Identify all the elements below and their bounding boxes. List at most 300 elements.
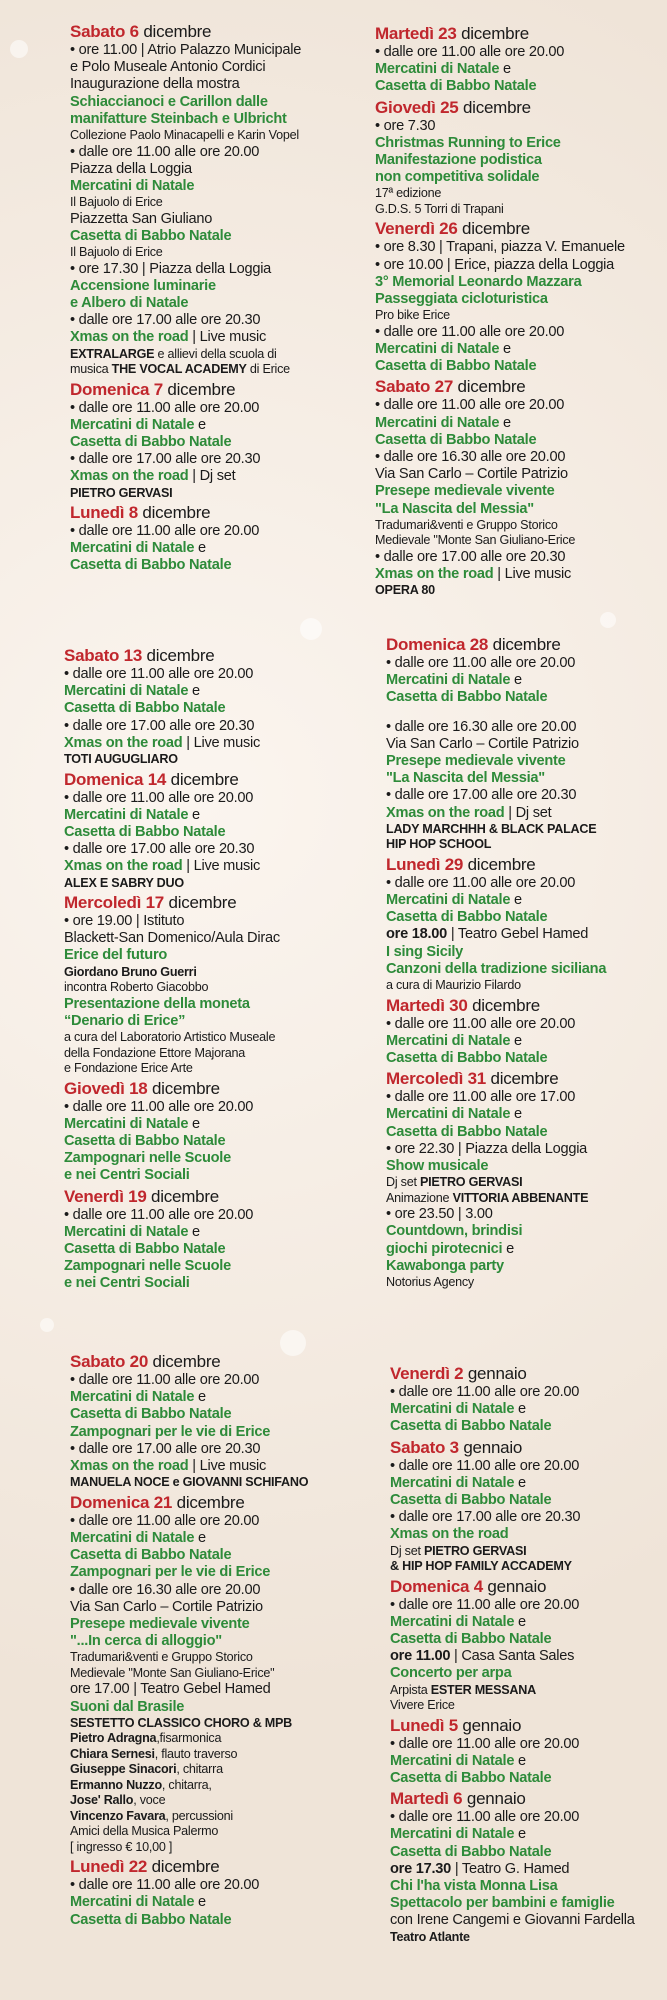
event-title: Zampognari nelle Scuole bbox=[64, 1258, 231, 1275]
month-label: dicembre bbox=[467, 854, 536, 874]
event-text: Via San Carlo – Cortile Patrizio bbox=[386, 735, 579, 752]
event-text: • dalle ore 11.00 alle ore 20.00 bbox=[386, 874, 576, 891]
event-title: Casetta di Babbo Natale bbox=[390, 1631, 552, 1648]
day-heading bbox=[64, 1187, 280, 1207]
event-title: Casetta di Babbo Natale bbox=[70, 1911, 232, 1928]
event-title: Zampognari per le vie di Erice bbox=[70, 1423, 271, 1440]
event-title: Mercatini di Natale bbox=[64, 683, 189, 700]
event-text: | Live music bbox=[182, 734, 261, 751]
event-title: 3° Memorial Leonardo Mazzara bbox=[375, 273, 582, 290]
event-text: Inaugurazione della mostra bbox=[70, 76, 240, 93]
event-title: Casetta di Babbo Natale bbox=[386, 689, 548, 706]
month-label: dicembre bbox=[142, 503, 211, 523]
event-title-line bbox=[64, 1224, 280, 1241]
event-title: Zampognari nelle Scuole bbox=[64, 1150, 231, 1167]
month-label: dicembre bbox=[146, 646, 215, 665]
event-title: Casetta di Babbo Natale bbox=[70, 557, 232, 574]
event-text: • dalle ore 17.00 alle ore 20.30 bbox=[64, 717, 255, 734]
event-title: Concerto per arpa bbox=[390, 1665, 512, 1682]
month-label: dicembre bbox=[492, 635, 561, 654]
performer-line bbox=[70, 1747, 308, 1763]
event-title: Casetta di Babbo Natale bbox=[70, 1406, 232, 1423]
schedule-block-dec-28-31 bbox=[386, 633, 606, 1290]
event-title: Manifestazione podistica bbox=[375, 152, 542, 169]
day-heading bbox=[70, 1352, 308, 1372]
event-text: e bbox=[194, 1389, 206, 1406]
performer-name: PIETRO GERVASI bbox=[423, 1543, 527, 1558]
event-title: Mercatini di Natale bbox=[386, 892, 511, 909]
event-title-line bbox=[70, 468, 301, 485]
event-text: • ore 11.00 | Atrio Palazzo Municipale bbox=[70, 42, 302, 58]
event-note: a cura del Laboratorio Artistico Museale bbox=[64, 1030, 276, 1045]
performer-role: , percussioni bbox=[165, 1808, 233, 1823]
event-text: e bbox=[499, 61, 511, 78]
event-title: Mercatini di Natale bbox=[64, 806, 189, 823]
event-title: Casetta di Babbo Natale bbox=[390, 1492, 552, 1509]
event-text: Blackett-San Domenico/Aula Dirac bbox=[64, 930, 280, 947]
day-label: Lunedì 8 bbox=[70, 503, 138, 523]
performer-line bbox=[70, 1731, 308, 1747]
bokeh-decoration bbox=[10, 40, 28, 58]
event-title-line bbox=[390, 1826, 635, 1843]
day-label: Domenica 28 bbox=[386, 635, 489, 654]
event-title-line bbox=[70, 1530, 308, 1547]
event-text: • dalle ore 11.00 alle ore 20.00 bbox=[70, 1372, 260, 1388]
event-title-line bbox=[70, 1389, 308, 1406]
event-text: • dalle ore 11.00 alle ore 20.00 bbox=[386, 1015, 576, 1032]
event-title: Mercatini di Natale bbox=[70, 1894, 195, 1911]
event-text: e bbox=[514, 1752, 526, 1769]
event-title: Mercatini di Natale bbox=[390, 1752, 515, 1769]
day-heading bbox=[70, 503, 301, 523]
performer-name: PIETRO GERVASI bbox=[70, 485, 173, 500]
day-heading bbox=[390, 1364, 635, 1384]
event-title: Chi l'ha vista Monna Lisa bbox=[390, 1878, 558, 1895]
performer-line bbox=[390, 1683, 635, 1699]
event-title-line bbox=[390, 1401, 635, 1418]
day-label: Lunedì 29 bbox=[386, 854, 464, 874]
performer-name: ALEX E SABRY DUO bbox=[64, 875, 184, 890]
month-label: dicembre bbox=[490, 1069, 559, 1089]
day-label: Domenica 21 bbox=[70, 1492, 173, 1512]
bokeh-decoration bbox=[300, 618, 322, 640]
day-heading bbox=[390, 1577, 635, 1597]
event-note: Pro bike Erice bbox=[375, 308, 450, 323]
month-label: dicembre bbox=[143, 22, 212, 41]
performer-role: Dj set bbox=[390, 1543, 424, 1558]
event-title-line bbox=[70, 329, 301, 346]
performer-name: TOTI AUGUGLIARO bbox=[64, 752, 178, 767]
event-title: Accensione luminarie bbox=[70, 277, 216, 294]
event-title: Spettacolo per bambini e famiglie bbox=[390, 1895, 615, 1912]
event-text: • ore 17.30 | Piazza della Loggia bbox=[70, 260, 272, 277]
event-title-line bbox=[70, 1894, 308, 1911]
performer-role: e allievi della scuola di bbox=[154, 346, 277, 361]
performer-name: Jose' Rallo bbox=[70, 1793, 134, 1808]
event-title: Suoni dal Brasile bbox=[70, 1698, 185, 1715]
event-text: con Irene Cangemi e Giovanni Fardella bbox=[390, 1912, 635, 1929]
performer-name: SESTETTO CLASSICO CHORO & MPB bbox=[70, 1715, 293, 1730]
event-text: • dalle ore 11.00 alle ore 20.00 bbox=[390, 1735, 580, 1752]
performer-line bbox=[70, 347, 301, 363]
event-text: • ore 10.00 | Erice, piazza della Loggia bbox=[375, 256, 615, 273]
month-label: gennaio bbox=[462, 1715, 522, 1735]
event-note: e Fondazione Erice Arte bbox=[64, 1061, 193, 1076]
event-text: • dalle ore 11.00 alle ore 20.00 bbox=[375, 44, 565, 60]
day-heading bbox=[64, 893, 280, 913]
day-heading bbox=[375, 377, 625, 397]
event-text: • ore 23.50 | 3.00 bbox=[386, 1206, 493, 1223]
event-note: G.D.S. 5 Torri di Trapani bbox=[375, 201, 504, 216]
event-text: • ore 19.00 | Istituto bbox=[64, 913, 185, 930]
event-text: Piazzetta San Giuliano bbox=[70, 210, 213, 227]
event-title: Casetta di Babbo Natale bbox=[64, 823, 226, 840]
event-title: Mercatini di Natale bbox=[70, 1389, 195, 1406]
performer-role: Animazione bbox=[386, 1190, 453, 1205]
day-label: Venerdì 19 bbox=[64, 1186, 147, 1206]
bokeh-decoration bbox=[40, 1318, 54, 1332]
event-text: e bbox=[188, 683, 200, 700]
performer-line bbox=[70, 1809, 308, 1825]
month-label: dicembre bbox=[167, 379, 236, 399]
event-title-line bbox=[70, 1458, 308, 1475]
month-label: dicembre bbox=[168, 893, 237, 913]
performer-line bbox=[386, 1175, 606, 1191]
event-title: Mercatini di Natale bbox=[70, 177, 195, 194]
event-note: Tradumari&venti e Gruppo Storico bbox=[70, 1650, 253, 1665]
performer-role: , flauto traverso bbox=[154, 1746, 238, 1761]
day-label: Sabato 27 bbox=[375, 377, 454, 397]
event-text: • dalle ore 11.00 alle ore 20.00 bbox=[64, 1206, 254, 1223]
event-text: • dalle ore 11.00 alle ore 20.00 bbox=[390, 1384, 580, 1400]
day-heading bbox=[64, 1079, 280, 1099]
event-note: a cura di Maurizio Filardo bbox=[386, 978, 521, 993]
event-text: • dalle ore 17.00 alle ore 20.30 bbox=[390, 1509, 581, 1526]
event-title: Casetta di Babbo Natale bbox=[386, 1049, 548, 1066]
day-label: Sabato 13 bbox=[64, 646, 143, 665]
event-text: e bbox=[514, 1613, 526, 1630]
event-text: Via San Carlo – Cortile Patrizio bbox=[70, 1598, 263, 1615]
event-title-line bbox=[386, 672, 606, 689]
event-text: • dalle ore 17.00 alle ore 20.30 bbox=[64, 841, 255, 858]
event-title: Casetta di Babbo Natale bbox=[64, 700, 226, 717]
event-title: Casetta di Babbo Natale bbox=[375, 358, 537, 375]
event-title: Mercatini di Natale bbox=[375, 61, 500, 78]
event-title: Kawabonga party bbox=[386, 1257, 504, 1274]
event-title: “Denario di Erice” bbox=[64, 1012, 186, 1029]
event-text: • dalle ore 17.00 alle ore 20.30 bbox=[375, 548, 566, 565]
event-text: • dalle ore 17.00 alle ore 20.30 bbox=[70, 451, 261, 468]
event-text: • dalle ore 11.00 alle ore 20.00 bbox=[70, 1877, 260, 1894]
event-text: e bbox=[499, 414, 511, 431]
event-text: e bbox=[514, 1474, 526, 1491]
event-note: Amici della Musica Palermo bbox=[70, 1824, 219, 1839]
performer-role: ,fisarmonica bbox=[156, 1731, 222, 1746]
performer-line bbox=[390, 1544, 635, 1560]
event-text: • dalle ore 11.00 alle ore 17.00 bbox=[386, 1089, 576, 1106]
event-title: Presepe medievale vivente bbox=[386, 753, 566, 770]
event-title: e nei Centri Sociali bbox=[64, 1167, 190, 1184]
day-heading bbox=[375, 24, 625, 44]
performer-name: Chiara Sernesi bbox=[70, 1746, 155, 1761]
day-label: Sabato 20 bbox=[70, 1352, 149, 1371]
day-heading bbox=[386, 635, 606, 655]
event-text: e bbox=[510, 1106, 522, 1123]
event-title: Mercatini di Natale bbox=[375, 340, 500, 357]
performer-name: Vincenzo Favara bbox=[70, 1808, 166, 1823]
event-text: • ore 7.30 bbox=[375, 117, 436, 134]
event-note: Notorius Agency bbox=[386, 1274, 474, 1289]
event-note: Collezione Paolo Minacapelli e Karin Vopel bbox=[70, 128, 299, 143]
performer-role: musica bbox=[70, 362, 112, 377]
time-line bbox=[390, 1648, 635, 1665]
event-title: Casetta di Babbo Natale bbox=[70, 433, 232, 450]
event-title: Casetta di Babbo Natale bbox=[375, 431, 537, 448]
event-text: • dalle ore 16.30 alle ore 20.00 bbox=[375, 448, 566, 465]
event-title: Mercatini di Natale bbox=[390, 1613, 515, 1630]
event-text: e bbox=[499, 340, 511, 357]
event-text: • dalle ore 11.00 alle ore 20.00 bbox=[64, 666, 254, 682]
performer-name: Giuseppe Sinacori bbox=[70, 1762, 177, 1777]
event-text: • dalle ore 11.00 alle ore 20.00 bbox=[70, 1512, 260, 1529]
day-label: Sabato 3 bbox=[390, 1437, 459, 1457]
event-text: | Live music bbox=[182, 858, 261, 875]
month-label: gennaio bbox=[487, 1576, 547, 1596]
day-label: Venerdì 2 bbox=[390, 1364, 464, 1383]
event-text: • ore 8.30 | Trapani, piazza V. Emanuele bbox=[375, 239, 625, 256]
event-text: • dalle ore 11.00 alle ore 20.00 bbox=[386, 655, 576, 671]
event-text: • dalle ore 11.00 alle ore 20.00 bbox=[390, 1457, 580, 1474]
event-title: Christmas Running to Erice bbox=[375, 134, 561, 151]
event-title-line bbox=[390, 1753, 635, 1770]
performer-role: , voce bbox=[133, 1793, 166, 1808]
performer-role: , chitarra, bbox=[161, 1777, 212, 1792]
event-text: e bbox=[510, 1032, 522, 1049]
performer-name: ESTER MESSANA bbox=[430, 1682, 536, 1697]
event-title: Xmas on the road bbox=[70, 468, 189, 485]
performer-name: Pietro Adragna bbox=[70, 1731, 157, 1746]
day-label: Mercoledì 17 bbox=[64, 893, 164, 913]
event-title-line bbox=[386, 1106, 606, 1123]
month-label: gennaio bbox=[467, 1364, 527, 1383]
event-text: • ore 22.30 | Piazza della Loggia bbox=[386, 1140, 588, 1157]
event-title: Presepe medievale vivente bbox=[70, 1615, 250, 1632]
event-title-line bbox=[64, 1116, 280, 1133]
event-title: Casetta di Babbo Natale bbox=[390, 1418, 552, 1435]
event-title: Casetta di Babbo Natale bbox=[70, 227, 232, 244]
event-title-line bbox=[375, 415, 625, 432]
event-title-line bbox=[375, 61, 625, 78]
schedule-block-dec-13-19 bbox=[64, 644, 280, 1293]
event-text: • dalle ore 17.00 alle ore 20.30 bbox=[70, 312, 261, 329]
performer-line bbox=[386, 1191, 606, 1207]
day-heading bbox=[390, 1789, 635, 1809]
event-title: Xmas on the road bbox=[386, 804, 505, 821]
event-time: ore 17.30 bbox=[390, 1860, 452, 1877]
event-title: "La Nascita del Messia" bbox=[375, 500, 534, 517]
event-note: 17ª edizione bbox=[375, 186, 442, 201]
event-text: e bbox=[194, 1894, 206, 1911]
event-title: giochi pirotecnici bbox=[386, 1240, 503, 1257]
event-title: Mercatini di Natale bbox=[386, 1032, 511, 1049]
event-text: • dalle ore 11.00 alle ore 20.00 bbox=[64, 1098, 254, 1115]
event-time: ore 11.00 bbox=[390, 1648, 451, 1665]
day-label: Domenica 14 bbox=[64, 769, 167, 789]
day-heading bbox=[64, 646, 280, 666]
event-title: Mercatini di Natale bbox=[64, 1115, 189, 1132]
day-heading bbox=[70, 1493, 308, 1513]
day-label: Domenica 4 bbox=[390, 1576, 483, 1596]
day-label: Lunedì 22 bbox=[70, 1857, 148, 1877]
event-text: • dalle ore 11.00 alle ore 20.00 bbox=[375, 397, 565, 414]
performer-line bbox=[70, 362, 301, 378]
bokeh-decoration bbox=[600, 612, 616, 628]
day-label: Martedì 6 bbox=[390, 1789, 463, 1809]
event-title-line bbox=[70, 540, 301, 557]
event-title: Casetta di Babbo Natale bbox=[386, 909, 548, 926]
schedule-block-dec-6-8 bbox=[70, 20, 301, 575]
event-title: Mercatini di Natale bbox=[390, 1826, 515, 1843]
event-title: non competitiva solidale bbox=[375, 169, 540, 186]
event-text: e bbox=[188, 1115, 200, 1132]
event-note: della Fondazione Ettore Majorana bbox=[64, 1045, 246, 1060]
event-title: Presepe medievale vivente bbox=[375, 483, 555, 500]
event-title: I sing Sicily bbox=[386, 943, 464, 960]
event-title: Casetta di Babbo Natale bbox=[386, 1123, 548, 1140]
performer-name: Giordano Bruno Guerri bbox=[64, 964, 197, 979]
event-text: • dalle ore 11.00 alle ore 20.00 bbox=[70, 399, 260, 416]
event-time: ore 18.00 bbox=[386, 926, 448, 943]
month-label: gennaio bbox=[463, 1437, 523, 1457]
event-title-line bbox=[70, 417, 301, 434]
event-note: [ ingresso € 10,00 ] bbox=[70, 1839, 173, 1854]
performer-role: Dj set bbox=[386, 1175, 420, 1190]
event-title: Casetta di Babbo Natale bbox=[64, 1240, 226, 1257]
event-text: | Live music bbox=[188, 329, 267, 346]
month-label: dicembre bbox=[472, 995, 540, 1015]
event-title: Mercatini di Natale bbox=[70, 540, 195, 557]
month-label: dicembre bbox=[151, 1186, 219, 1206]
event-text: • dalle ore 11.00 alle ore 20.00 bbox=[390, 1809, 580, 1826]
event-note: Vivere Erice bbox=[390, 1698, 455, 1713]
month-label: dicembre bbox=[170, 769, 239, 789]
month-label: dicembre bbox=[152, 1352, 221, 1371]
month-label: dicembre bbox=[151, 1078, 220, 1098]
event-text: e bbox=[194, 540, 206, 557]
event-title-line bbox=[64, 735, 280, 752]
event-title: Xmas on the road bbox=[375, 565, 494, 582]
event-title: Mercatini di Natale bbox=[70, 416, 195, 433]
event-title-line bbox=[64, 858, 280, 875]
day-label: Mercoledì 31 bbox=[386, 1069, 486, 1089]
performer-name: THE VOCAL ACADEMY bbox=[111, 362, 247, 377]
day-heading bbox=[386, 996, 606, 1016]
schedule-block-dec-20-22 bbox=[70, 1350, 308, 1929]
day-heading bbox=[386, 1069, 606, 1089]
event-title: "La Nascita del Messia" bbox=[386, 770, 545, 787]
event-title: Casetta di Babbo Natale bbox=[70, 1547, 232, 1564]
event-title: Casetta di Babbo Natale bbox=[375, 78, 537, 95]
event-text: | Live music bbox=[188, 1458, 267, 1475]
event-text: Via San Carlo – Cortile Patrizio bbox=[375, 466, 568, 483]
event-text: e bbox=[514, 1401, 526, 1418]
month-label: dicembre bbox=[176, 1492, 245, 1512]
event-title-line bbox=[375, 341, 625, 358]
event-title: Passeggiata cicloturistica bbox=[375, 291, 548, 308]
performer-name: HIP HOP SCHOOL bbox=[386, 837, 492, 852]
day-label: Giovedì 18 bbox=[64, 1078, 148, 1098]
event-note: incontra Roberto Giacobbo bbox=[64, 980, 209, 995]
performer-role: Arpista bbox=[390, 1682, 431, 1697]
spacer bbox=[386, 707, 606, 719]
day-heading bbox=[375, 98, 625, 118]
event-note: Medievale "Monte San Giuliano-Erice bbox=[375, 533, 576, 548]
event-text: Piazza della Loggia bbox=[70, 160, 192, 177]
event-title: Mercatini di Natale bbox=[390, 1474, 515, 1491]
event-venue: | Teatro Gebel Hamed bbox=[447, 926, 589, 943]
event-title: Xmas on the road bbox=[64, 858, 183, 875]
month-label: gennaio bbox=[466, 1789, 526, 1809]
event-text: • dalle ore 16.30 alle ore 20.00 bbox=[70, 1581, 261, 1598]
event-title-line bbox=[64, 683, 280, 700]
month-label: dicembre bbox=[151, 1857, 220, 1877]
day-label: Lunedì 5 bbox=[390, 1715, 458, 1735]
event-title: e nei Centri Sociali bbox=[64, 1275, 190, 1292]
event-text: • dalle ore 11.00 alle ore 20.00 bbox=[375, 323, 565, 340]
event-venue: | Teatro G. Hamed bbox=[451, 1860, 570, 1877]
day-label: Sabato 6 bbox=[70, 22, 139, 41]
event-title-line bbox=[64, 807, 280, 824]
event-title: Schiaccianoci e Carillon dalle bbox=[70, 93, 268, 110]
performer-line bbox=[70, 1778, 308, 1794]
event-text: e bbox=[188, 806, 200, 823]
event-title-line bbox=[386, 892, 606, 909]
event-title: Zampognari per le vie di Erice bbox=[70, 1564, 271, 1581]
month-label: dicembre bbox=[462, 219, 530, 239]
event-text: e Polo Museale Antonio Cordici bbox=[70, 59, 266, 76]
event-title-line bbox=[386, 805, 606, 822]
event-note: Tradumari&venti e Gruppo Storico bbox=[375, 517, 558, 532]
schedule-block-dec-23-27 bbox=[375, 22, 625, 599]
event-title: Casetta di Babbo Natale bbox=[64, 1132, 226, 1149]
event-text: | Dj set bbox=[188, 468, 236, 485]
performer-name: Ermanno Nuzzo bbox=[70, 1777, 162, 1792]
event-title: Xmas on the road bbox=[70, 329, 189, 346]
event-title: Mercatini di Natale bbox=[375, 414, 500, 431]
month-label: dicembre bbox=[462, 97, 531, 117]
performer-name: EXTRALARGE bbox=[70, 346, 155, 361]
day-heading bbox=[375, 219, 625, 239]
month-label: dicembre bbox=[461, 24, 529, 43]
event-text: • dalle ore 11.00 alle ore 20.00 bbox=[70, 523, 260, 540]
day-heading bbox=[390, 1716, 635, 1736]
performer-line bbox=[70, 1762, 308, 1778]
event-text: e bbox=[514, 1826, 526, 1843]
event-title: Mercatini di Natale bbox=[386, 1106, 511, 1123]
event-text: e bbox=[510, 672, 522, 689]
schedule-block-jan-2-6 bbox=[390, 1362, 635, 1945]
day-heading bbox=[70, 1857, 308, 1877]
performer-name: VITTORIA ABBENANTE bbox=[452, 1190, 589, 1205]
day-label: Giovedì 25 bbox=[375, 97, 459, 117]
event-title: Canzoni della tradizione siciliana bbox=[386, 960, 607, 977]
event-title-line bbox=[390, 1475, 635, 1492]
event-title: Xmas on the road bbox=[64, 734, 183, 751]
event-text: • dalle ore 11.00 alle ore 20.00 bbox=[64, 789, 254, 806]
day-heading bbox=[386, 855, 606, 875]
day-label: Venerdì 26 bbox=[375, 219, 458, 239]
performer-name: LADY MARCHHH & BLACK PALACE bbox=[386, 821, 597, 836]
